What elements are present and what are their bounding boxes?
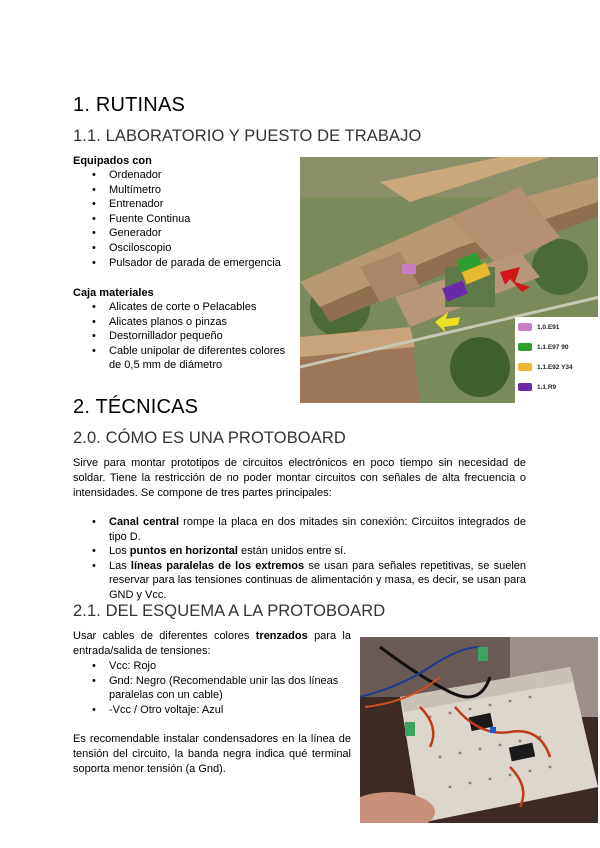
legend-swatch [518, 323, 532, 331]
list-item-continuation: de 0,5 mm de diámetro [109, 359, 223, 372]
condensadores-paragraph: Es recomendable instalar condensadores en la línea de tensión del circuito, la banda negra indica qué terminal soporta menor tensión (a Gnd). [73, 733, 351, 775]
campus-aerial-map [300, 157, 598, 403]
colores-list [73, 659, 351, 717]
protoboard-photo [360, 637, 598, 823]
list-item: • Alicates planos o pinzas [73, 315, 303, 330]
subheading-esquema: 2.1. DEL ESQUEMA A LA PROTOBOARD [73, 602, 386, 620]
list-item: • -Vcc / Otro voltaje: Azul [73, 703, 351, 718]
list-item: • Multímetro [73, 183, 303, 198]
list-item: • Osciloscopio [73, 241, 303, 256]
list-item: • Alicates de corte o Pelacables [73, 300, 303, 315]
intro-paragraph: Sirve para montar prototipos de circuitos electrónicos en poco tiempo sin necesidad de soldar. Tiene la restricción de no poder montar circuitos con señales de alta frecuencia o intensidades. Se compone de tres partes principales: [73, 457, 526, 499]
list-item: • Canal central rompe la placa en dos mitades sin conexión: Circuitos integrados de tipo D. [73, 515, 526, 544]
capacitor [478, 647, 488, 661]
legend-swatch [518, 343, 532, 351]
heading-tecnicas: 2. TÉCNICAS [73, 396, 199, 418]
list-item: • Ordenador [73, 168, 303, 183]
equipados-list [73, 168, 303, 270]
list-item: • Las líneas paralelas de los extremos se usan para señales repetitivas, se suelen reservar para las tensiones continuas de alimentación y masa, es decir, se usan para GND y Vcc. [73, 559, 526, 603]
legend-row: 1.1.E97 90 [518, 339, 596, 355]
list-item: • Pulsador de parada de emergencia [73, 256, 303, 271]
list-item: • Los puntos en horizontal están unidos entre sí. [73, 544, 526, 559]
map-marker-pink [402, 264, 416, 274]
cables-paragraph: Usar cables de diferentes colores trenzados para la entrada/salida de tensiones: [73, 630, 351, 657]
list-item: • Generador [73, 226, 303, 241]
list-item: • Vcc: Rojo [73, 659, 351, 674]
list-item: • Cable unipolar de diferentes colores [73, 344, 303, 359]
equipados-label: Equipados con [73, 155, 152, 167]
caja-label: Caja materiales [73, 287, 154, 299]
legend-row: 1.1.R9 [518, 379, 596, 395]
list-item: • Fuente Continua [73, 212, 303, 227]
list-item: • Entrenador [73, 197, 303, 212]
list-item: • Destornillador pequeño [73, 329, 303, 344]
capacitor [405, 722, 415, 736]
heading-rutinas: 1. RUTINAS [73, 94, 186, 116]
legend-row: 1.0.E91 [518, 319, 596, 335]
legend-row: 1.1.E92 Y34 [518, 359, 596, 375]
subheading-protoboard: 2.0. CÓMO ES UNA PROTOBOARD [73, 429, 346, 447]
protoboard-parts-list [73, 515, 526, 603]
list-item: • Gnd: Negro (Recomendable unir las dos líneas paralelas con un cable) [73, 674, 351, 703]
subheading-laboratorio: 1.1. LABORATORIO Y PUESTO DE TRABAJO [73, 127, 422, 145]
legend-swatch [518, 383, 532, 391]
map-legend [518, 319, 596, 395]
breadboard-illustration [360, 637, 598, 823]
legend-swatch [518, 363, 532, 371]
caja-list [73, 300, 303, 373]
